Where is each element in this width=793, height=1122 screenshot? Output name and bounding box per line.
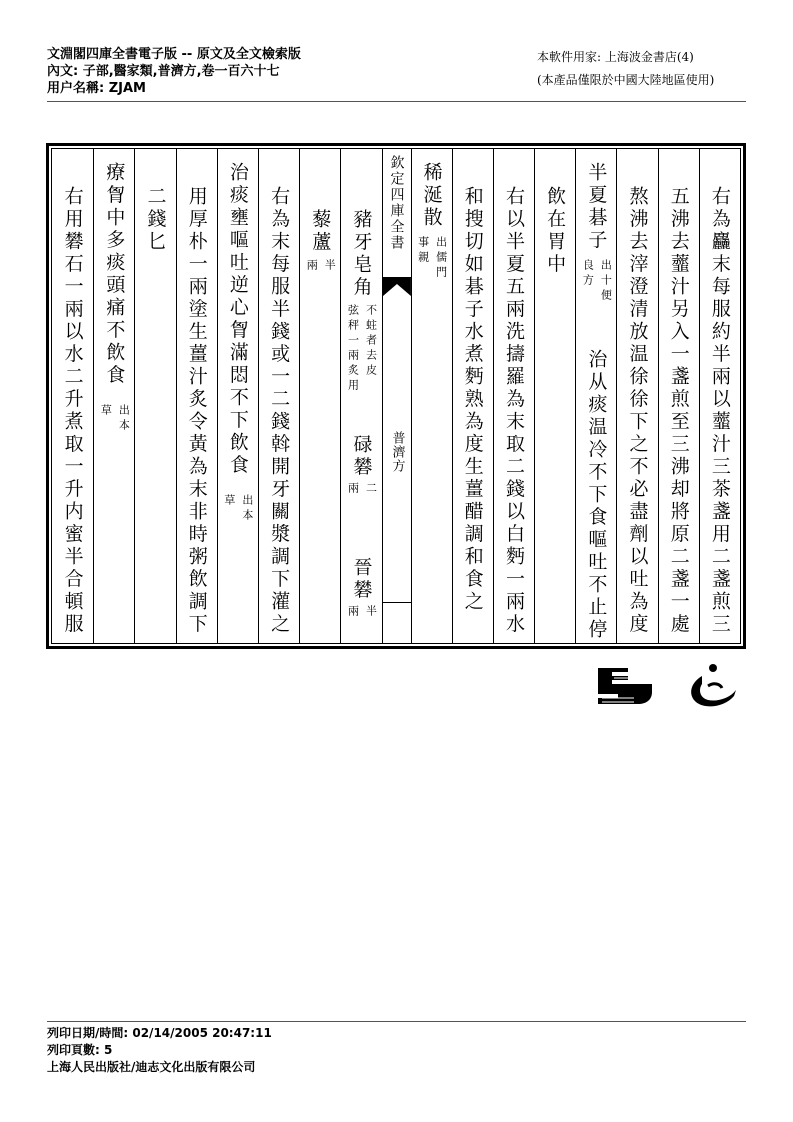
- user-name: 用户名稱: ZJAM: [47, 81, 146, 96]
- column-text: 豬牙皂角: [350, 209, 373, 299]
- footer-block: [47, 1025, 272, 1076]
- note-line: 不蛀者去皮: [364, 304, 378, 379]
- column-text: 熬沸去滓澄清放温徐徐下之不必盡劑以吐為度: [626, 186, 649, 636]
- column-text: 飲在胃中: [544, 186, 567, 276]
- text-column: [575, 149, 616, 643]
- usage-restriction: (本產品僅限於中國大陸地區使用): [537, 73, 715, 87]
- dosage-note: [346, 482, 376, 497]
- column-text: 右為末每服半錢或一二錢斡開牙關漿調下灌之: [268, 186, 291, 636]
- source-note: [417, 236, 447, 281]
- column-text: 右以半夏五兩洗擣羅為末取二錢以白麪一兩水: [502, 186, 525, 636]
- text-column: [411, 149, 452, 643]
- text-column: [176, 149, 217, 643]
- publisher-seal-icon: [590, 662, 750, 712]
- note-line: 弦秤一兩炙用: [346, 304, 360, 394]
- fishtail-mark-icon: [383, 278, 411, 298]
- text-column: [340, 149, 381, 643]
- note-line: 兩: [346, 482, 360, 497]
- text-column: [493, 149, 534, 643]
- header-rule: [47, 101, 746, 102]
- print-datetime: 列印日期/時間: 02/14/2005 20:47:11: [47, 1026, 272, 1040]
- note-line: 出儒門: [434, 236, 448, 281]
- column-text: 治从痰温冷不下食嘔吐不止停: [585, 349, 608, 642]
- text-column: [258, 149, 299, 643]
- note-line: 半: [323, 259, 337, 274]
- dosage-note: [305, 259, 335, 274]
- column-text: 五沸去虀汁另入一盞煎至三沸却將原二盞一處: [667, 186, 690, 636]
- column-text: 藜蘆: [309, 209, 332, 254]
- note-line: 出本: [240, 494, 254, 524]
- column-text: 稀涎散: [420, 162, 443, 230]
- column-text: 右用礬石一兩以水二升煮取一升内蜜半合頓服: [61, 186, 84, 636]
- column-text: 右為麤末每服約半兩以虀汁三茶盞用二盞煎三: [708, 186, 731, 636]
- source-note: [223, 494, 253, 524]
- header-right: [537, 49, 714, 89]
- column-text: 半夏碁子: [585, 162, 608, 252]
- note-line: 出本: [117, 404, 131, 434]
- text-frame: [46, 143, 746, 649]
- text-column: [534, 149, 575, 643]
- dosage-note: [346, 605, 376, 620]
- print-pages: 列印頁數: 5: [47, 1043, 113, 1057]
- column-text: 療胷中多痰頭痛不飲食: [103, 162, 126, 387]
- center-column: [382, 149, 411, 643]
- book-title: 欽定四庫全書: [388, 155, 405, 251]
- content-path: 內文: 子部,醫家類,普濟方,卷一百六十七: [47, 64, 280, 79]
- publisher: 上海人民出版社/迪志文化出版有限公司: [47, 1060, 256, 1074]
- column-text: 二錢匕: [144, 186, 167, 254]
- column-text: 治痰壅嘔吐逆心胷滿悶不下飲食: [226, 162, 249, 477]
- column-text: 和搜切如碁子水煮麪熟為度生薑醋調和食之: [461, 186, 484, 614]
- text-column: [93, 149, 134, 643]
- note-line: 二: [364, 482, 378, 497]
- footer-rule: [47, 1021, 746, 1022]
- product-title: 文淵閣四庫全書電子版 -- 原文及全文檢索版: [47, 47, 301, 62]
- text-column: [52, 149, 93, 643]
- source-note: [581, 259, 611, 304]
- note-line: 半: [364, 605, 378, 620]
- text-column: [134, 149, 175, 643]
- text-column: [658, 149, 699, 643]
- note-line: 草: [99, 404, 113, 419]
- source-note: [99, 404, 129, 434]
- section-title: 普濟方: [389, 431, 405, 473]
- note-line: 兩: [305, 259, 319, 274]
- note-line: 良方: [581, 259, 595, 289]
- text-column: [699, 149, 740, 643]
- note-line: 草: [222, 494, 236, 509]
- text-column: [299, 149, 340, 643]
- note-line: 事親: [416, 236, 430, 266]
- text-column: [616, 149, 657, 643]
- center-divider: [383, 602, 411, 603]
- note-line: 出十便: [599, 259, 613, 304]
- text-column: [217, 149, 258, 643]
- note-line: 兩: [346, 605, 360, 620]
- header-block: [47, 46, 301, 97]
- text-column: [452, 149, 493, 643]
- annotation-note: [346, 304, 376, 394]
- column-text: 用厚朴一兩塗生薑汁炙令黃為末非時粥飲調下: [185, 186, 208, 636]
- column-text: 晉礬: [350, 557, 373, 602]
- licensee: 本軟件用家: 上海波金書店(4): [537, 50, 694, 64]
- column-text: 碌礬: [350, 434, 373, 479]
